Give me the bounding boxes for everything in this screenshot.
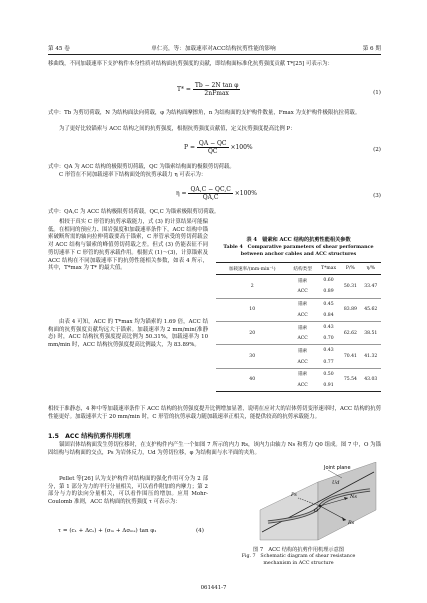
table-header-tmax: T*max	[321, 266, 337, 272]
table-shear-parameters	[216, 262, 381, 392]
eq2-tail: ×100%	[230, 144, 253, 151]
table-row	[216, 298, 381, 310]
table-cell-rate: 10	[249, 307, 256, 313]
section-heading: 1.5 ACC 结构抗剪作用机理	[48, 433, 131, 440]
label-o: O	[314, 508, 319, 514]
label-ps: Ps	[291, 492, 297, 498]
eq3-lhs: η =	[176, 190, 187, 197]
eq1-denominator: 2nFmax	[204, 90, 229, 97]
paragraph-eq2-notes: 式中：QA 为 ACC 结构的极限剪切荷载，QC 为锚索结构面的极限剪切荷载。	[48, 164, 235, 170]
table-row	[216, 368, 381, 380]
eq2-number: (2)	[373, 147, 381, 153]
label-rs: Rs	[348, 520, 355, 526]
table-cell-type: 锚索	[298, 372, 308, 378]
eq1-lhs: T* =	[177, 86, 191, 93]
equation-2	[184, 140, 253, 155]
table-cell-p: 70.41	[343, 354, 357, 359]
figure-caption-en-line2: mechanism in ACC structure	[263, 560, 334, 566]
table-cell-p: 83.89	[343, 307, 357, 313]
eq4-number: (4)	[196, 528, 204, 534]
paragraph-eq3-notes: 式中：QA,C 为 ACC 结构极限剪切荷载，QC,C 为锚索极限剪切荷载。	[48, 209, 220, 215]
paragraph-mechanism-1: 锚固岩体结构面发生剪切位移时，在支护构件内产生一个如图 7 所示的内力 Rs，该内力由轴力 Ns 和剪力 Q0 组成。图 7 中，O 为锚固结构与结构面的交点，Ps 为岩体反力，Ud 为剪切位移，φ 为结构面与水平面的夹角。	[48, 442, 381, 456]
table-header-p: P/%	[345, 266, 355, 272]
table-cell-type: ACC	[297, 359, 308, 365]
table-caption-en	[216, 244, 381, 257]
table-row	[216, 321, 381, 333]
table-cell-eta: 41.32	[364, 354, 378, 359]
eq3-numerator: QA,C − QC,C	[190, 186, 231, 193]
table-body	[216, 275, 381, 392]
figure-7-diagram	[258, 462, 378, 542]
table-row	[216, 275, 381, 287]
table-cell-type: ACC	[297, 382, 308, 388]
table-cell-p: 50.31	[343, 283, 357, 289]
table-cell-tmax: 0.43	[323, 325, 334, 331]
table-cell-eta: 33.47	[364, 283, 378, 289]
table-cell-p: 62.62	[343, 330, 357, 336]
table-cell-p: 75.54	[343, 377, 357, 383]
table-caption-cn: 表 4 锚索和 ACC 结构的抗剪性能相关参数	[246, 237, 351, 243]
eq3-number: (3)	[373, 193, 381, 199]
table-header-eta: η/%	[366, 266, 376, 272]
table-cell-tmax: 0.77	[323, 359, 334, 365]
eq2-denominator: QC	[207, 148, 218, 155]
table-cell-tmax: 0.70	[323, 336, 334, 342]
table-cell-tmax: 0.43	[323, 348, 334, 354]
point-o-marker	[319, 505, 321, 507]
table-cell-tmax: 0.91	[323, 382, 334, 388]
table-header-rate: 加载速率/(mm·min⁻¹)	[228, 266, 276, 272]
table-cell-tmax: 0.50	[323, 371, 334, 377]
table-cell-type: ACC	[297, 312, 308, 318]
table-cell-rate: 2	[250, 283, 254, 289]
equation-4: τ = (c₁ + Δcₛ) + (σₘ + Δσₘₛ) tan φ₁	[58, 528, 157, 534]
page-number: 061441-7	[200, 585, 227, 591]
paragraph-results: 相较于准静态，4 种中等加载速率条件下 ACC 结构的抗剪强度提升比例增加显著，说明在应对大的岩体剪切变形速率时，ACC 结构的抗剪性能更好。加载速率大于 20 mm/min 时，C 形管的抗剪承载力随加载速率正相关，能提供较高的抗剪承载能力。	[48, 406, 381, 420]
table-caption-en-line1: Table 4 Comparative parameters of shear performance	[223, 244, 374, 250]
eq1-number: (1)	[373, 90, 381, 96]
paragraph-eq1-notes: 式中：Tb 为剪切荷载，N 为结构面法向荷载，φ 为结构面摩擦角，n 为结构面的支护构件数量，Fmax 为支护构件极限抗拉荷载。	[48, 110, 361, 116]
table-cell-type: 锚索	[298, 348, 308, 354]
table-caption-en-line2: between anchor cables and ACC structures	[240, 250, 357, 257]
table-cell-type: 锚索	[298, 278, 308, 284]
table-cell-tmax: 0.60	[323, 278, 334, 284]
table-cell-rate: 20	[249, 330, 256, 336]
table-cell-rate: 30	[249, 354, 256, 359]
equation-1	[177, 82, 240, 97]
table-cell-tmax: 0.89	[323, 289, 334, 295]
table-cell-eta: 38.51	[364, 330, 378, 336]
eq2-numerator: QA − QC	[198, 140, 227, 147]
paragraph-mechanism-2: Pellet 等[26] 认为支护构件对结构面的强化作用可分为 2 部分，第 1 部分为力的平行分量相关，可以看作附加的内摩力；第 2 部分与力的法向分量相关，可以看作围压的增加。应用 Mohr-Coulomb 准则，ACC 结构面的抗剪强度 τ 可表示为：	[48, 476, 208, 506]
figure-caption-en-line1: Fig. 7 Schematic diagram of shear resistance	[241, 554, 356, 559]
table-cell-tmax: 0.45	[323, 301, 334, 307]
label-joint-plane: Joint plane	[324, 465, 351, 471]
table-cell-eta: 45.62	[364, 307, 378, 313]
table-cell-eta: 43.03	[364, 377, 378, 383]
table-cell-rate: 40	[249, 377, 256, 383]
table-cell-type: ACC	[297, 289, 308, 295]
eq3-denominator: QA,C	[202, 194, 219, 201]
eq2-fraction	[197, 140, 229, 155]
running-header-issue: 第 6 期	[362, 46, 381, 52]
table-cell-type: 锚索	[298, 325, 308, 331]
paragraph-left-column-2: 由表 4 可知，ACC 的 T*max 均为锚索的 1.69 倍，ACC 结构面的抗剪强度贡献均远大于锚索。加载速率为 2 mm/min(准静态) 时，ACC 结构抗剪强度提高比例为 50.31%，加载速率为 10 mm/min 时，ACC 结构抗剪强度提高比例最大，为 83.89%。	[48, 319, 208, 349]
figure-caption-en	[216, 554, 381, 567]
label-ns: Ns	[350, 494, 357, 500]
rock-mass-left	[260, 482, 318, 540]
table-row	[216, 345, 381, 357]
table-cell-type: ACC	[297, 336, 308, 342]
table-header-type: 结构类型	[293, 266, 312, 272]
paragraph-left-column-1: 相较于真实 C 形管的抗剪承载能力，式 (3) 的计算结果可能偏低。在相同的预应力、围岩强度和加载速率条件下，ACC 结构中锚索破断所需的轴向拉伸荷载要高于锚索，C 形管承受的剪切荷载会对 ACC 结构与锚索的峰值剪切荷载之差。但式 (3) 仍能表征不同剪切速率下 C 形管的抗剪承载作用。根据式 (1)～(3)，计算锚索及 ACC 结构在不同加载速率下的抗剪性能相关参数，如表 4 所示，其中，T*max 为 T* 的最大值。	[48, 219, 208, 272]
label-ud: Ud	[332, 480, 340, 486]
running-header-title: 单仁亮，等：加载速率对ACC结构抗剪性能的影响	[151, 46, 276, 52]
figure-caption-cn: 图 7 ACC 结构的抗剪作用机理示意图	[253, 547, 344, 553]
paragraph-intro: 移曲线，不同加载速率下支护构件本身性质对结构面抗剪强度的贡献，即结构面标准化抗剪强度贡献 T*[25] 可表示为：	[48, 61, 333, 67]
eq3-fraction	[188, 186, 232, 201]
paragraph-define-p: 为了更好比较锚索与 ACC 结构之间的抗剪强度，根据抗剪强度贡献值，定义抗剪强度提高比例 P：	[59, 126, 296, 132]
eq1-fraction	[193, 82, 241, 97]
equation-3	[176, 186, 257, 201]
running-header-volume: 第 45 卷	[48, 46, 70, 52]
table-cell-type: 锚索	[298, 302, 308, 308]
header-rule	[48, 54, 381, 55]
eq3-tail: ×100%	[234, 190, 257, 197]
eq1-numerator: Tb − 2N tan φ	[194, 82, 239, 89]
table-cell-tmax: 0.84	[323, 312, 334, 318]
eq2-lhs: P =	[184, 144, 195, 151]
paragraph-define-eta: C 形管在不同加载速率下结构面处的抗剪承载力 η 可表示为：	[59, 172, 207, 178]
